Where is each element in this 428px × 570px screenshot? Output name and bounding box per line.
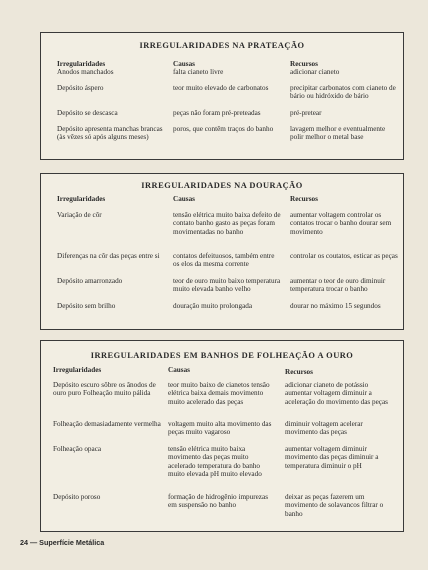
recurso-cell: dourar no máximo 15 segundos xyxy=(290,302,381,310)
recurso-cell: aumentar voltagem diminuir movimento das peças diminuir a temperatura diminuir o pH xyxy=(285,445,379,470)
causa-cell: contatos defeituosos, também entre os elos da mesma corrente xyxy=(173,252,275,269)
recurso-cell: precipitar carbonatos com cianeto de bário ou hidróxido de bário xyxy=(290,84,396,101)
irregularidade-cell: Depósito sem brilho xyxy=(57,302,116,310)
header-recursos: Recursos xyxy=(285,368,313,376)
irregularidade-cell: Depósito poroso xyxy=(53,493,101,501)
causa-cell: tensão elétrica muito baixa defeito de contato banho gasto as peças foram movimentadas no banho xyxy=(173,211,281,236)
irregularidade-cell: Folheação opaca xyxy=(53,445,102,453)
header-irregularidades: Irregularidades xyxy=(57,60,106,68)
causa-cell: peças não foram pré-preteadas xyxy=(173,109,261,117)
recurso-cell: lavagem melhor e eventualmente polir melhor o metal base xyxy=(290,125,386,142)
table-title: IRREGULARIDADES NA DOURAÇÃO xyxy=(141,181,303,190)
irregularidade-cell: Variação de côr xyxy=(57,211,102,219)
page-footer: 24 — Superfície Metálica xyxy=(20,538,105,547)
header-causas: Causas xyxy=(168,366,190,374)
table-title: IRREGULARIDADES EM BANHOS DE FOLHEAÇÃO A OURO xyxy=(90,351,354,360)
recurso-cell: diminuir voltagem acelerar movimento das peças xyxy=(285,420,363,437)
irregularidade-cell: Depósito escuro sôbre os ânodos de ouro puro Folheação muito pálida xyxy=(53,381,156,398)
causa-cell: formação de hidrogênio impurezas em suspensão no banho xyxy=(168,493,268,510)
recurso-cell: deixar as peças fazerem um movimento de solavancos filtrar o banho xyxy=(285,493,384,518)
causa-cell: teor de ouro muito baixo temperatura muito elevada banho velho xyxy=(173,277,281,294)
header-recursos: Recursos xyxy=(290,195,318,203)
table-prateacao xyxy=(40,32,404,160)
table-title: IRREGULARIDADES NA PRATEAÇÃO xyxy=(139,41,305,50)
irregularidade-cell: Anodos manchados xyxy=(57,68,114,76)
header-causas: Causas xyxy=(173,60,195,68)
causa-cell: tensão elétrica muito baixa movimento das peças muito acelerado temperatura do banho muito elevada pH muito elevado xyxy=(168,445,262,478)
table-folheacao xyxy=(40,340,404,532)
irregularidade-cell: Depósito apresenta manchas brancas (às vêzes só após alguns meses) xyxy=(57,125,163,142)
causa-cell: falta cianeto livre xyxy=(173,68,224,76)
recurso-cell: adicionar cianeto de potássio aumentar voltagem diminuir a aceleração do movimento das peças xyxy=(285,381,388,406)
causa-cell: douração muito prolongada xyxy=(173,302,253,310)
recurso-cell: adicionar cianeto xyxy=(290,68,340,76)
causa-cell: poros, que contêm traços do banho xyxy=(173,125,274,133)
irregularidade-cell: Diferenças na côr das peças entre si xyxy=(57,252,160,260)
causa-cell: teor muito baixo de cianetos tensão elétrica baixa demais movimento muito acelerado das peças xyxy=(168,381,270,406)
header-recursos: Recursos xyxy=(290,60,318,68)
recurso-cell: aumentar o teor de ouro diminuir temperatura trocar o banho xyxy=(290,277,386,294)
recurso-cell: aumentar voltagem controlar os contatos trocar o banho dourar sem movimento xyxy=(290,211,392,236)
header-causas: Causas xyxy=(173,195,195,203)
irregularidade-cell: Depósito áspero xyxy=(57,84,104,92)
irregularidade-cell: Folheação demasiadamente vermelha xyxy=(53,420,161,428)
causa-cell: teor muito elevado de carbonatos xyxy=(173,84,269,92)
header-irregularidades: Irregularidades xyxy=(57,195,106,203)
irregularidade-cell: Depósito se descasca xyxy=(57,109,118,117)
recurso-cell: controlar os coutatos, esticar as peças xyxy=(290,252,398,260)
header-irregularidades: Irregularidades xyxy=(53,366,102,374)
recurso-cell: pré-pretear xyxy=(290,109,322,117)
irregularidade-cell: Depósito amarronzado xyxy=(57,277,123,285)
causa-cell: voltagem muito alta movimento das peças muito vagaroso xyxy=(168,420,272,437)
table-douracao xyxy=(40,173,404,330)
